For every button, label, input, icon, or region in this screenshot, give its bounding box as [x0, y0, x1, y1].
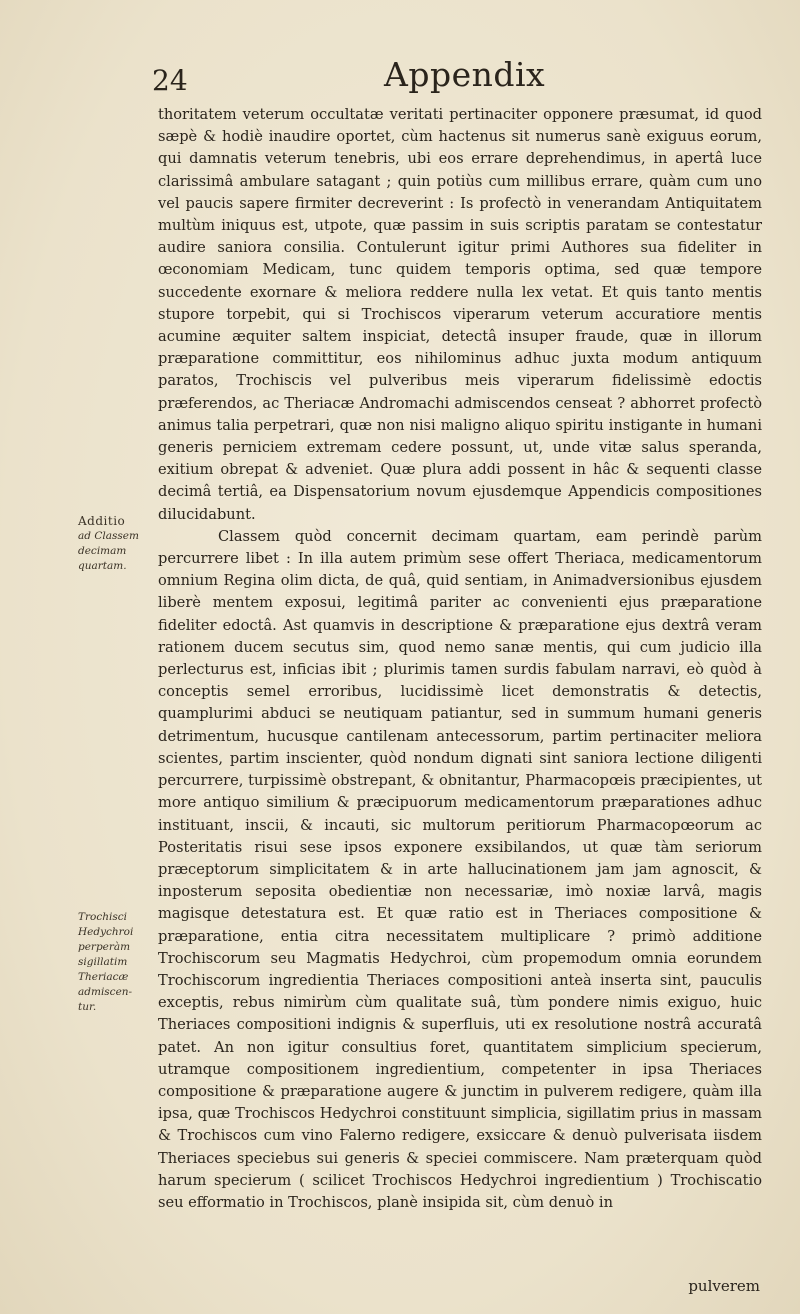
catchword: pulverem	[688, 1277, 760, 1295]
marginal-note-trochisci	[78, 910, 158, 1015]
marginal-note-line: tur.	[78, 1001, 97, 1013]
marginal-note-line: ad Classem	[78, 530, 139, 542]
marginal-note-line: Theriacæ	[78, 971, 129, 983]
marginal-note-line: decimam	[78, 545, 127, 557]
paragraph-2: Classem quòd concernit decimam quartam, eam perindè parùm percurrere libet : In illa autem primùm sese offert Theriaca, medicamentorum omnium Regina olim dicta, de quâ, quid sentiam, in Animadversionibus ejusdem liberè mentem exposui, legitimâ pariter ac convenienti ejus præparatione fideliter edoctâ. Ast quamvis in descriptione & præparatione ejus dextrâ veram rationem ducem secutus sim, quod nemo sanæ mentis, qui cum judicio illa perlecturus est, inficias ibit ; plurimis tamen surdis fabulam narravi, eò quòd à conceptis semel erroribus, lucidissimè licet demonstratis & detectis, quamplurimi abduci se neutiquam patiantur, sed in summum humani generis detrimentum, hucusque cantilenam antecessorum, partim pertinaciter meliora scientes, partim inscienter, quòd nondum dignati sint saniora lectione diligenti percurrere, turpissimè obstrepant, & obnitantur, Pharmacopœis præcipientes, ut more antiquo similium & præcipuorum medicamentorum præparationes adhuc instituant, inscii, & incauti, sic multorum peritiorum Pharmacopœorum ac Posteritatis risui sese ipsos exponere exsibilandos, ut quæ tàm seriorum præceptorum simplicitatem & in arte hallucinationem jam jam agnoscit, & inposterum seposita obedientiæ non necessariæ, imò noxiæ larvâ, magis magisque detestatura est. Et quæ ratio est in Theriaces compositione & præparatione, entia citra necessitatem multiplicare ? primò additione Trochiscorum seu Magmatis Hedychroi, cùm propemodum omnia eorundem Trochiscorum ingredientia Theriaces compositioni anteà inserta sint, pauculis exceptis, rebus nimirùm cùm qualitate suâ, tùm pondere nimis exiguo, huic Theriaces compositioni indignis & superfluis, uti ex resolutione nostrâ accuratâ patet. An non igitur consultius foret, quantitatem simplicium specierum, utramque compositionem ingredientium, competenter in ipsa Theriaces compositione & præparatione augere & junctim in pulverem redigere, quàm illa ipsa, quæ Trochiscos Hedychroi constituunt simplicia, sigillatim prius in massam & Trochiscos cum vino Falerno redigere, exsiccare & denuò pulverisata iisdem Theriaces speciebus sui generis & speciei commiscere. Nam præterquam quòd harum specierum ( scilicet Trochiscos Hedychroi ingredientium ) Trochiscatio seu efformatio in Trochiscos, planè insipida sit, cùm denuò in	[158, 527, 762, 1211]
marginal-note-line: Hedychroi	[78, 926, 134, 938]
marginal-note-line: Trochisci	[78, 911, 127, 923]
marginal-note-line: admiscen-	[78, 986, 133, 998]
marginal-note-line: sigillatim	[78, 956, 128, 968]
marginal-note-line: quartam.	[78, 560, 127, 572]
running-title: Appendix	[384, 55, 546, 94]
main-text-block	[158, 104, 762, 1214]
marginal-note-line: Additio	[78, 514, 126, 528]
page-header	[0, 55, 800, 105]
marginal-note-line: perperàm	[78, 941, 131, 953]
page-number: 24	[152, 64, 188, 97]
paragraph-1: thoritatem veterum occultatæ veritati pertinaciter opponere præsumat, id quod sæpè & hodiè inaudire oportet, cùm hactenus sit numerus sanè exiguus eorum, qui damnatis veterum tenebris, ubi eos errare deprehendimus, in apertâ luce clarissimâ ambulare satagant ; quin potiùs cum millibus errare, quàm cum uno vel paucis sapere firmiter decreverint : Is profectò in venerandam Antiquitatem multùm iniquus est, utpote, quæ passim in suis scriptis paratam se contestatur audire saniora consilia. Contulerunt igitur primi Authores sua fideliter in œconomiam Medicam, tunc quidem temporis optima, sed quæ tempore succedente exornare & meliora reddere nulla lex vetat. Et quis tanto mentis stupore torpebit, qui si Trochiscos viperarum veterum accuratiore mentis acumine æquiter saltem inspiciat, detectâ insuper fraude, quæ in illorum præparatione committitur, eos nihilominus adhuc juxta modum antiquum paratos, Trochiscis vel pulveribus meis viperarum fidelissimè edoctis præferendos, ac Theriacæ Andromachi admiscendos censeat ? abhorret profectò animus talia perpetrari, quæ non nisi maligno aliquo spiritu instigante in humani generis perniciem extremam cedere possunt, ut, unde vitæ salus speranda, exitium obrepat & adveniet. Quæ plura addi possent in hâc & sequenti classe decimâ tertiâ, ea Dispensatorium novum ejusdemque Appendicis compositiones dilucidabunt.	[158, 106, 762, 523]
marginal-note-additio	[78, 514, 158, 574]
